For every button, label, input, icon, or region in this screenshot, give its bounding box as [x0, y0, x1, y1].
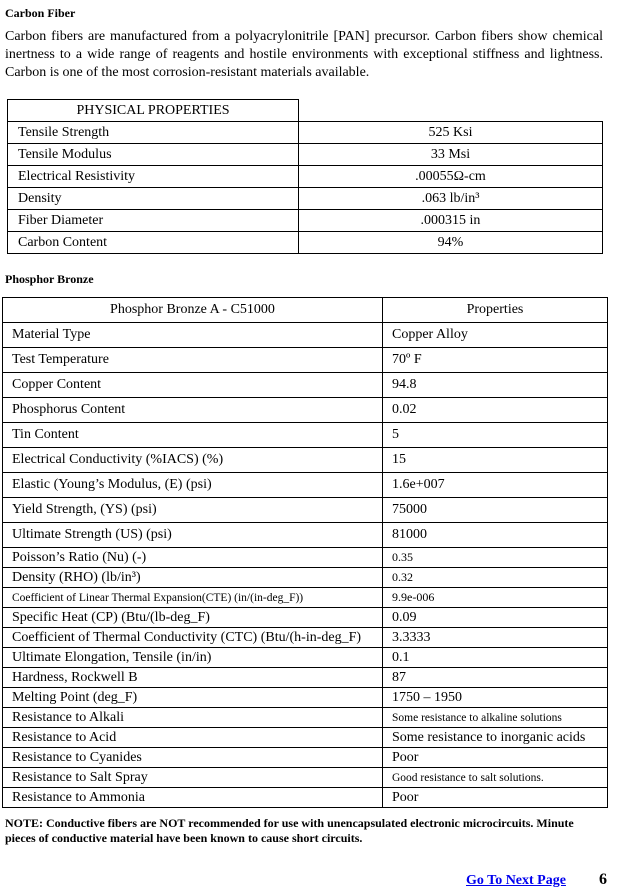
table-row [3, 768, 608, 788]
property-label: Test Temperature [3, 348, 383, 373]
property-label: Tin Content [3, 423, 383, 448]
table-row [8, 166, 603, 188]
table-row [3, 648, 608, 668]
table-row [3, 788, 608, 808]
table-row [3, 708, 608, 728]
property-value: 94% [299, 232, 603, 254]
note-text: NOTE: Conductive fibers are NOT recommended for use with unencapsulated electronic microcircuits. Minute pieces of conductive material have been known to cause short circuits. [5, 816, 574, 845]
table-row [3, 373, 608, 398]
property-value: 0.09 [383, 608, 608, 628]
property-label: Carbon Content [8, 232, 299, 254]
property-value: 1750 – 1950 [383, 688, 608, 708]
table-row [3, 448, 608, 473]
table-row [8, 232, 603, 254]
table-row [3, 728, 608, 748]
property-value: Good resistance to salt solutions. [383, 768, 608, 788]
carbon-fiber-intro: Carbon fibers are manufactured from a polyacrylonitrile [PAN] precursor. Carbon fibers show chemical inertness to a wide range of reagents and hostile environments with exceptional stiffness and lightness. Carbon is one of the most corrosion-resistant materials available. [5, 29, 603, 80]
property-value: 75000 [383, 498, 608, 523]
property-value: Some resistance to inorganic acids [383, 728, 608, 748]
property-label: Coefficient of Linear Thermal Expansion(CTE) (in/(in-deg_F)) [3, 588, 383, 608]
table-row [3, 688, 608, 708]
property-value: 525 Ksi [299, 122, 603, 144]
property-value: Copper Alloy [383, 323, 608, 348]
property-label: Poisson’s Ratio (Nu) (-) [3, 548, 383, 568]
property-label: Density (RHO) (lb/in³) [3, 568, 383, 588]
table-row [8, 210, 603, 232]
table-row [3, 628, 608, 648]
phosphor-bronze-heading: Phosphor Bronze [5, 272, 94, 286]
table-row [8, 122, 603, 144]
property-value: 0.02 [383, 398, 608, 423]
next-page-link[interactable]: Go To Next Page [466, 873, 566, 888]
property-value: 5 [383, 423, 608, 448]
property-label: Specific Heat (CP) (Btu/(lb-deg_F) [3, 608, 383, 628]
table-row [3, 348, 608, 373]
table-row [3, 608, 608, 628]
property-label: Fiber Diameter [8, 210, 299, 232]
table-row [3, 668, 608, 688]
physical-properties-header: PHYSICAL PROPERTIES [8, 100, 299, 122]
property-value: 15 [383, 448, 608, 473]
property-label: Material Type [3, 323, 383, 348]
property-label: Phosphorus Content [3, 398, 383, 423]
table-row [3, 398, 608, 423]
physical-properties-table [7, 99, 603, 254]
phosphor-bronze-table [2, 297, 608, 808]
table-row [3, 523, 608, 548]
property-label: Melting Point (deg_F) [3, 688, 383, 708]
table-row [8, 144, 603, 166]
property-value: 87 [383, 668, 608, 688]
table-header-row [3, 298, 608, 323]
property-value: 1.6e+007 [383, 473, 608, 498]
table-row [3, 548, 608, 568]
property-label: Copper Content [3, 373, 383, 398]
property-value: 0.32 [383, 568, 608, 588]
properties-header: Properties [383, 298, 608, 323]
property-label: Tensile Modulus [8, 144, 299, 166]
property-label: Coefficient of Thermal Conductivity (CTC) (Btu/(h-in-deg_F) [3, 628, 383, 648]
table-row [3, 498, 608, 523]
property-label: Resistance to Ammonia [3, 788, 383, 808]
property-label: Tensile Strength [8, 122, 299, 144]
table-header-row [8, 100, 603, 122]
property-value: Poor [383, 748, 608, 768]
property-value: Some resistance to alkaline solutions [383, 708, 608, 728]
table-row [8, 188, 603, 210]
table-row [3, 588, 608, 608]
property-value: .00055Ω-cm [299, 166, 603, 188]
carbon-fiber-heading: Carbon Fiber [5, 6, 76, 20]
property-value: 3.3333 [383, 628, 608, 648]
property-value: .063 lb/in³ [299, 188, 603, 210]
property-value: 33 Msi [299, 144, 603, 166]
property-label: Ultimate Elongation, Tensile (in/in) [3, 648, 383, 668]
property-value: 0.1 [383, 648, 608, 668]
property-label: Electrical Resistivity [8, 166, 299, 188]
alloy-name-header: Phosphor Bronze A - C51000 [3, 298, 383, 323]
property-value: 81000 [383, 523, 608, 548]
property-label: Density [8, 188, 299, 210]
table-row [3, 568, 608, 588]
property-value: 9.9e-006 [383, 588, 608, 608]
property-label: Ultimate Strength (US) (psi) [3, 523, 383, 548]
property-label: Resistance to Salt Spray [3, 768, 383, 788]
property-label: Resistance to Cyanides [3, 748, 383, 768]
table-row [3, 473, 608, 498]
table-row [3, 323, 608, 348]
property-value: .000315 in [299, 210, 603, 232]
property-label: Yield Strength, (YS) (psi) [3, 498, 383, 523]
property-label: Resistance to Alkali [3, 708, 383, 728]
property-value: Poor [383, 788, 608, 808]
table-row [3, 423, 608, 448]
property-label: Hardness, Rockwell B [3, 668, 383, 688]
property-label: Elastic (Young’s Modulus, (E) (psi) [3, 473, 383, 498]
property-label: Electrical Conductivity (%IACS) (%) [3, 448, 383, 473]
property-value: 0.35 [383, 548, 608, 568]
property-value: 70º F [383, 348, 608, 373]
page-number: 6 [599, 871, 607, 888]
property-label: Resistance to Acid [3, 728, 383, 748]
table-row [3, 748, 608, 768]
property-value: 94.8 [383, 373, 608, 398]
